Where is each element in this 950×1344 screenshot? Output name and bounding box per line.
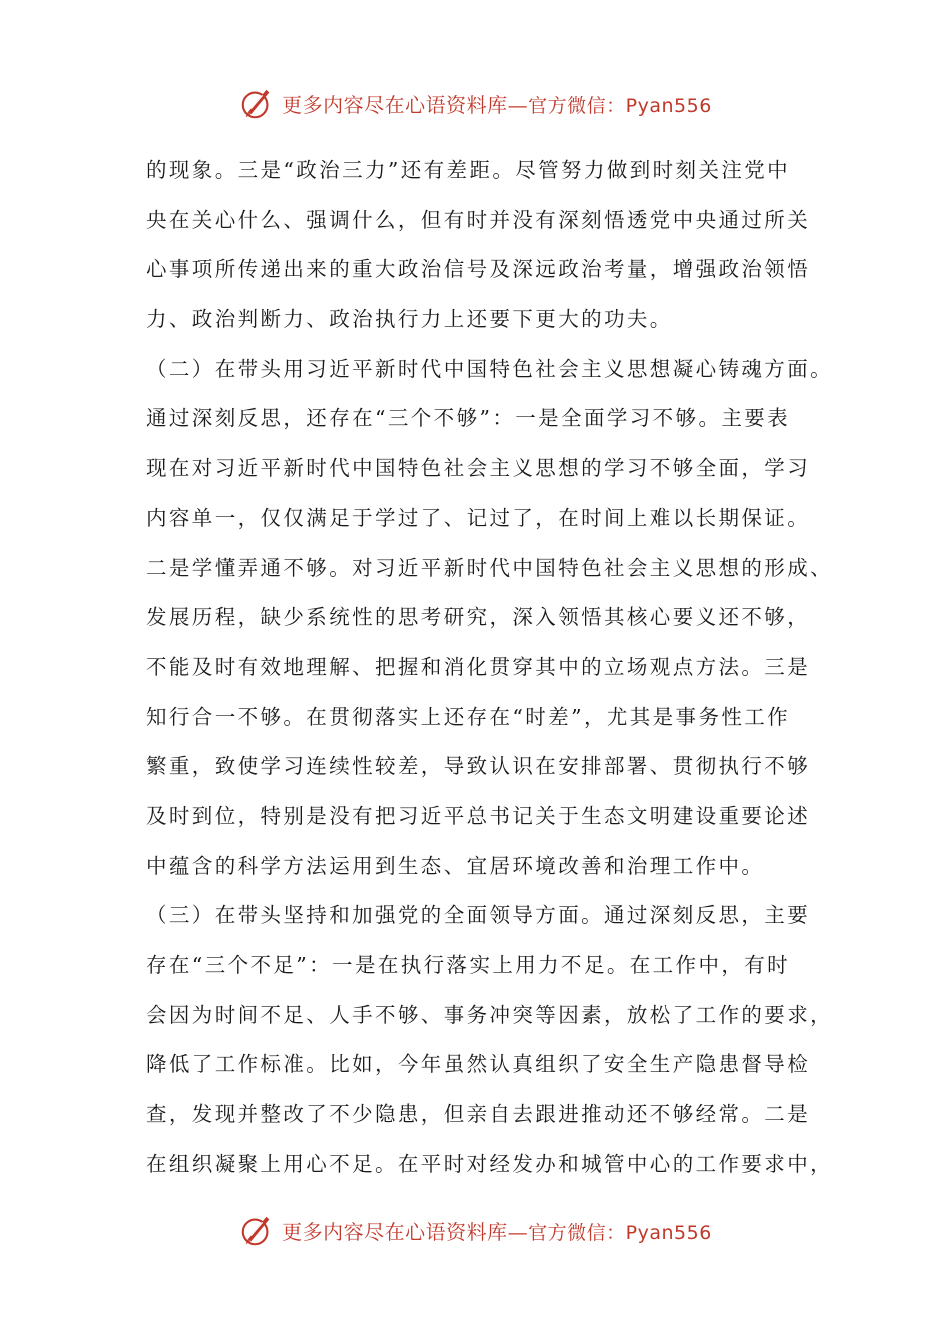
text-line: 二是学懂弄通不够。对习近平新时代中国特色社会主义思想的形成、 (146, 555, 833, 580)
text-line: 中蕴含的科学方法运用到生态、宜居环境改善和治理工作中。 (146, 853, 765, 878)
text-line: 的现象。三是“政治三力”还有差距。尽管努力做到时刻关注党中 (146, 158, 791, 182)
text-line: 繁重，致使学习连续性较差，导致认识在安排部署、贯彻执行不够 (146, 754, 811, 779)
text-line: 现在对习近平新时代中国特色社会主义思想的学习不够全面，学习 (146, 456, 811, 481)
text-line: （三）在带头坚持和加强党的全面领导方面。通过深刻反思，主要 (146, 903, 811, 928)
header-text (282, 89, 712, 118)
footer-text (282, 1216, 712, 1245)
text-line: 在组织凝聚上用心不足。在平时对经发办和城管中心的工作要求中， (146, 1151, 833, 1176)
text-line: 内容单一，仅仅满足于学过了、记过了，在时间上难以长期保证。 (146, 505, 811, 530)
text-line: 存在“三个不足”：一是在执行落实上用力不足。在工作中，有时 (146, 953, 791, 977)
text-line: 通过深刻反思，还存在“三个不够”：一是全面学习不够。主要表 (146, 406, 791, 431)
footer-banner (0, 1208, 950, 1252)
footer-brand: 更多内容尽在心语资料库 (282, 1219, 508, 1244)
text-line: 知行合一不够。在贯彻落实上还存在“时差”，尤其是事务性工作 (146, 704, 791, 729)
text-line: 降低了工作标准。比如，今年虽然认真组织了安全生产隐患督导检 (146, 1052, 811, 1077)
quill-logo-icon (238, 84, 276, 122)
text-line: 央在关心什么、强调什么，但有时并没有深刻悟透党中央通过所关 (146, 207, 811, 232)
footer-official: 官方微信：Pyan556 (528, 1221, 712, 1244)
text-line: 心事项所传递出来的重大政治信号及深远政治考量，增强政治领悟 (146, 257, 811, 282)
quill-logo-icon (238, 1211, 276, 1249)
text-line: 查，发现并整改了不少隐患，但亲自去跟进推动还不够经常。二是 (146, 1102, 811, 1127)
footer-separator: — (507, 1219, 529, 1244)
text-line: （二）在带头用习近平新时代中国特色社会主义思想凝心铸魂方面。 (146, 356, 833, 381)
document-body (146, 146, 833, 1189)
header-banner (0, 81, 950, 125)
text-line: 会因为时间不足、人手不够、事务冲突等因素，放松了工作的要求， (146, 1002, 833, 1027)
header-separator: — (507, 92, 529, 117)
text-line: 不能及时有效地理解、把握和消化贯穿其中的立场观点方法。三是 (146, 654, 811, 679)
header-brand: 更多内容尽在心语资料库 (282, 92, 508, 117)
text-line: 发展历程，缺少系统性的思考研究，深入领悟其核心要义还不够， (146, 605, 811, 630)
text-line: 及时到位，特别是没有把习近平总书记关于生态文明建设重要论述 (146, 803, 811, 828)
text-line: 力、政治判断力、政治执行力上还要下更大的功夫。 (146, 307, 673, 332)
header-official: 官方微信：Pyan556 (528, 94, 712, 117)
